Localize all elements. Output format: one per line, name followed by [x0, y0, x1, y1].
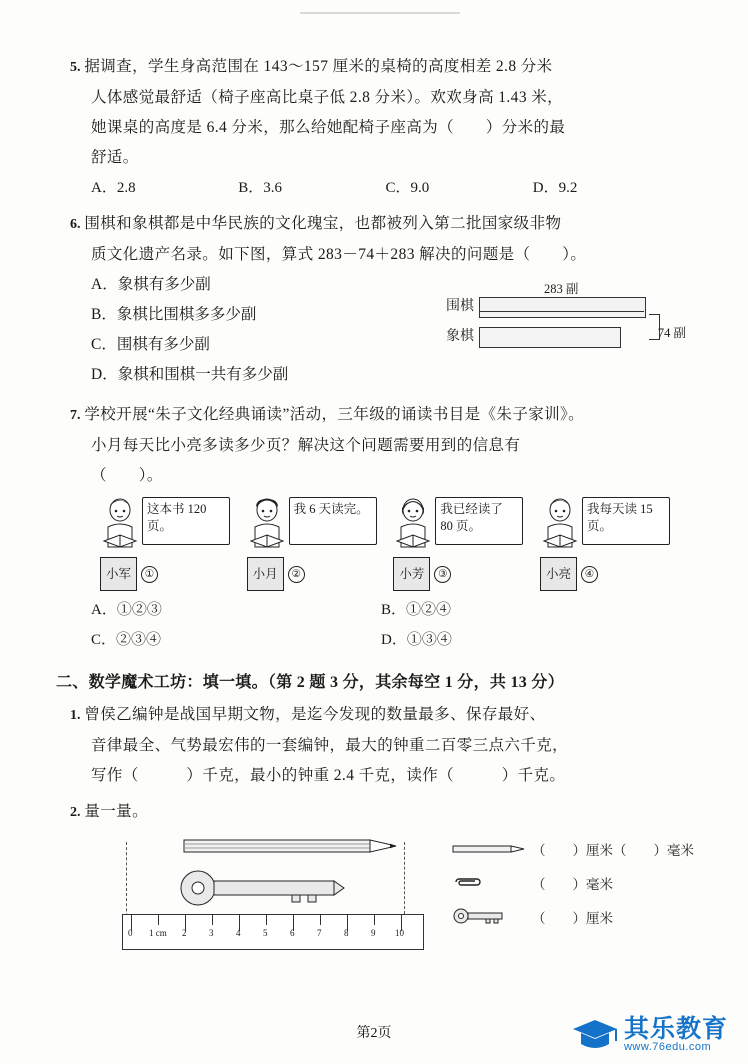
page-number: 第2页: [356, 1026, 392, 1041]
kid-icon-2: [245, 497, 289, 555]
section-2-title: 二、数学魔术工坊：填一填。（第 2 题 3 分，其余每空 1 分，共 13 分）: [56, 674, 565, 691]
fill-item-1-line-3: 写作（ ）千克，最小的钟重 2.4 千克，读作（ ）千克。: [91, 767, 566, 784]
card-3: [391, 497, 523, 591]
pencil-small-icon: [452, 840, 532, 862]
key-small-icon: [452, 907, 532, 932]
question-6-bar-diagram: [432, 274, 686, 374]
diagram-top-label: 283 副: [544, 282, 579, 296]
ruler-number-7: 7: [317, 928, 322, 938]
ruler-number-0: 0: [128, 928, 133, 938]
card-2: [245, 497, 377, 591]
ruler-number-8: 8: [344, 928, 349, 938]
question-6-line-1: 围棋和象棋都是中华民族的文化瑰宝，也都被列入第二批国家级非物: [84, 215, 562, 232]
card-1: [98, 497, 230, 591]
card-2-index: ②: [288, 566, 305, 583]
logo-name: 其乐教育: [623, 1015, 728, 1043]
question-5-number: 5.: [70, 60, 81, 75]
question-5-option-c[interactable]: C．9.0: [385, 180, 430, 196]
question-5-line-3: 她课桌的高度是 6.4 分米，那么给她配椅子座高为（ ）分米的最: [91, 119, 566, 136]
question-6-option-d[interactable]: D．象棋和围棋一共有多少副: [91, 366, 289, 383]
card-4: [538, 497, 670, 591]
page-content: [56, 52, 694, 960]
ruler-icon: [122, 914, 424, 950]
measurement-answers: [452, 834, 702, 936]
question-6: [70, 209, 686, 390]
card-3-name: 小芳: [393, 557, 430, 591]
card-2-text: 我 6 天读完。: [289, 497, 377, 545]
question-7-options-row-2: [70, 625, 680, 655]
ruler-number-5: 5: [263, 928, 268, 938]
graduation-cap-icon: [572, 1014, 618, 1056]
kid-icon-3: [391, 497, 435, 555]
question-6-option-c[interactable]: C．围棋有多少副: [91, 336, 210, 353]
question-7-option-b[interactable]: B．①②④: [381, 602, 452, 618]
ruler-number-4: 4: [236, 928, 241, 938]
question-7: [70, 400, 680, 655]
kid-icon-4: [538, 497, 582, 555]
answer-row-clip: [452, 868, 702, 902]
ruler-number-10: 10: [395, 928, 404, 938]
question-6-option-b[interactable]: B．象棋比围棋多多少副: [91, 306, 257, 323]
card-1-text: 这本书 120 页。: [142, 497, 230, 545]
card-3-index: ③: [434, 566, 451, 583]
kid-icon-1: [98, 497, 142, 555]
diagram-row1-name: 围棋: [446, 299, 474, 314]
ruler-number-6: 6: [290, 928, 295, 938]
diagram-row2-bar: [479, 327, 621, 348]
fill-item-2: [70, 797, 694, 954]
ruler-number-1: 1 cm: [149, 928, 167, 938]
card-1-index: ①: [141, 566, 158, 583]
card-2-name: 小月: [247, 557, 284, 591]
fill-item-1: [70, 700, 680, 791]
question-5-line-4: 舒适。: [91, 149, 139, 166]
card-4-text: 我每天读 15 页。: [582, 497, 670, 545]
question-6-number: 6.: [70, 217, 81, 232]
question-5-option-a[interactable]: A．2.8: [91, 180, 136, 196]
question-5-option-b[interactable]: B．3.6: [238, 180, 283, 196]
question-7-options-row-1: [70, 595, 680, 625]
question-5: [70, 52, 680, 203]
card-4-index: ④: [581, 566, 598, 583]
question-5-line-1: 据调查，学生身高范围在 143～157 厘米的桌椅的高度相差 2.8 分米: [84, 58, 553, 75]
question-7-line-3: （ ）。: [91, 467, 163, 484]
diagram-row2-name: 象棋: [446, 329, 474, 344]
question-5-options: [70, 173, 680, 203]
key-icon: [172, 868, 352, 908]
answer-row-pencil: [452, 834, 702, 868]
answer-text-clip[interactable]: （ ）毫米: [532, 877, 613, 892]
answer-text-pencil[interactable]: （ ）厘米（ ）毫米: [532, 843, 694, 858]
answer-text-key[interactable]: （ ）厘米: [532, 911, 613, 926]
fill-item-2-line-1: 量一量。: [84, 803, 148, 820]
question-7-line-1: 学校开展“朱子文化经典诵读”活动，三年级的诵读书目是《朱子家训》。: [84, 406, 585, 423]
card-1-name: 小军: [100, 557, 137, 591]
card-4-name: 小亮: [540, 557, 577, 591]
question-7-option-c[interactable]: C．②③④: [91, 632, 162, 648]
fill-item-1-line-1: 曾侯乙编钟是战国早期文物，是迄今发现的数量最多、保存最好、: [84, 706, 546, 723]
fill-item-1-number: 1.: [70, 708, 81, 723]
measurement-figure: [122, 834, 694, 954]
question-6-option-a[interactable]: A．象棋有多少副: [91, 276, 211, 293]
pencil-large-icon: [182, 834, 412, 858]
question-7-option-d[interactable]: D．①③④: [381, 632, 452, 648]
diagram-guide-line: [479, 311, 644, 313]
question-7-number: 7.: [70, 408, 81, 423]
paperclip-small-icon: [452, 874, 532, 896]
watermark-logo: [572, 1014, 728, 1056]
logo-url: www.76edu.com: [623, 1041, 712, 1053]
top-divider: [300, 12, 460, 14]
question-7-cards: [70, 497, 680, 591]
question-7-line-2: 小月每天比小亮多读多少页？解决这个问题需要用到的信息有: [91, 437, 521, 454]
fill-item-2-number: 2.: [70, 805, 81, 820]
fill-item-1-line-2: 音律最全、气势最宏伟的一套编钟，最大的钟重二百零三点六千克，: [91, 737, 569, 754]
question-5-line-2: 人体感觉最舒适（椅子座高比桌子低 2.8 分米）。欢欢身高 1.43 米，: [91, 89, 564, 106]
question-7-option-a[interactable]: A．①②③: [91, 602, 162, 618]
question-6-line-2: 质文化遗产名录。如下图，算式 283－74＋283 解决的问题是（ ）。: [91, 246, 587, 263]
answer-row-key: [452, 902, 702, 936]
ruler-number-3: 3: [209, 928, 214, 938]
card-3-text: 我已经读了 80 页。: [435, 497, 523, 545]
ruler-number-9: 9: [371, 928, 376, 938]
question-5-option-d[interactable]: D．9.2: [532, 180, 578, 196]
diagram-row1-bar: [479, 297, 646, 318]
diagram-right-label: 74 副: [657, 326, 686, 340]
ruler-number-2: 2: [182, 928, 187, 938]
